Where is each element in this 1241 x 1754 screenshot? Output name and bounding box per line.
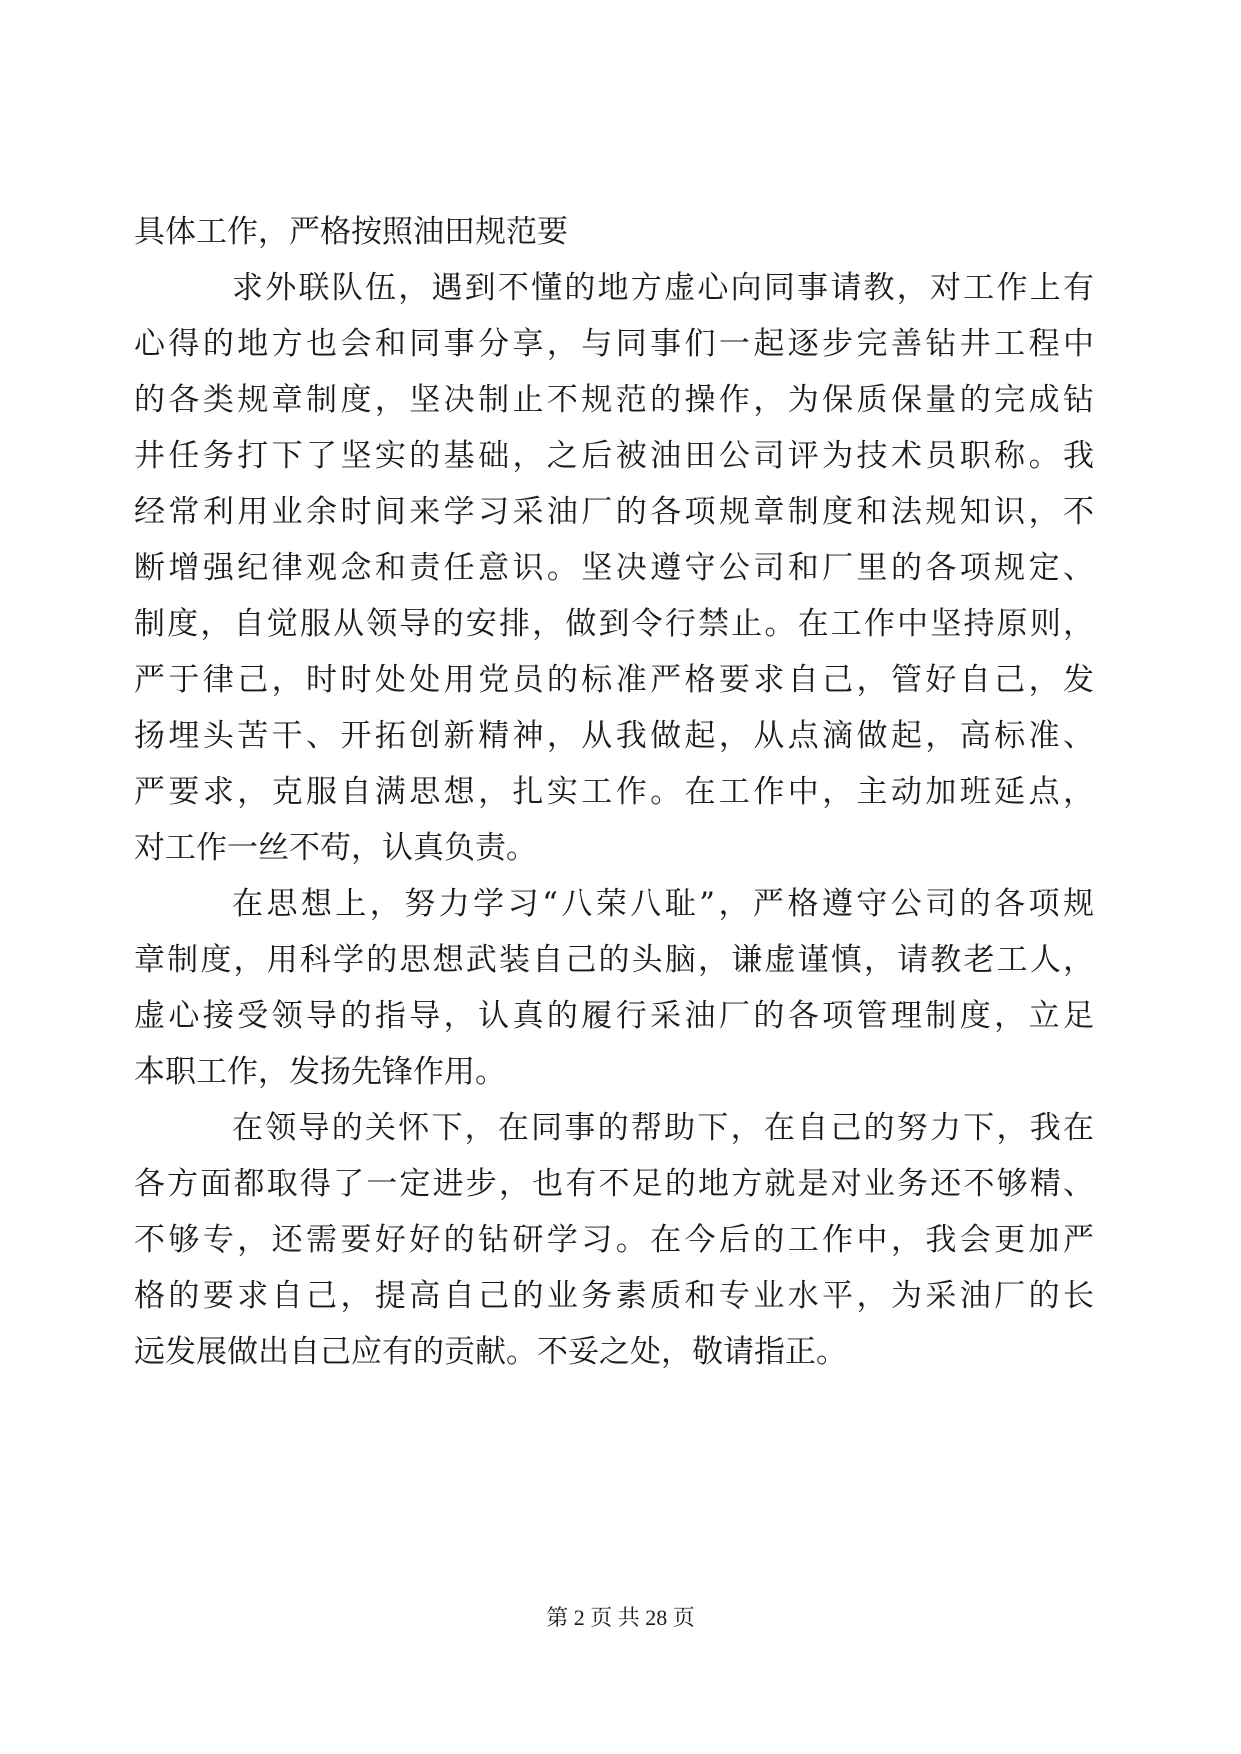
text-line: 各方面都取得了一定进步，也有不足的地方就是对业务还不够精、 [134, 1166, 1094, 1202]
page-number-footer: 第 2 页 共 28 页 [546, 1605, 695, 1630]
text-line: 井任务打下了坚实的基础，之后被油田公司评为技术员职称。我 [134, 438, 1094, 474]
text-line: 具体工作，严格按照油田规范要 [134, 214, 568, 250]
text-line: 本职工作，发扬先锋作用。 [134, 1054, 506, 1090]
text-line: 断增强纪律观念和责任意识。坚决遵守公司和厂里的各项规定、 [134, 550, 1094, 586]
text-line: 对工作一丝不苟，认真负责。 [134, 830, 537, 866]
text-line: 不够专，还需要好好的钻研学习。在今后的工作中，我会更加严 [134, 1222, 1094, 1258]
text-line: 在领导的关怀下，在同事的帮助下，在自己的努力下，我在 [232, 1110, 1094, 1146]
text-line: 章制度，用科学的思想武装自己的头脑，谦虚谨慎，请教老工人， [134, 942, 1094, 978]
text-line: 心得的地方也会和同事分享，与同事们一起逐步完善钻井工程中 [134, 326, 1094, 362]
text-line: 格的要求自己，提高自己的业务素质和专业水平，为采油厂的长 [134, 1278, 1094, 1314]
text-line: 严于律己，时时处处用党员的标准严格要求自己，管好自己，发 [134, 662, 1094, 698]
text-line: 严要求，克服自满思想，扎实工作。在工作中，主动加班延点， [134, 774, 1094, 810]
text-line: 远发展做出自己应有的贡献。不妥之处，敬请指正。 [134, 1334, 847, 1370]
text-line: 经常利用业余时间来学习采油厂的各项规章制度和法规知识，不 [134, 494, 1094, 530]
text-line: 制度，自觉服从领导的安排，做到令行禁止。在工作中坚持原则， [134, 606, 1094, 642]
text-line: 在思想上，努力学习“八荣八耻”，严格遵守公司的各项规 [232, 886, 1094, 922]
text-line: 虚心接受领导的指导，认真的履行采油厂的各项管理制度，立足 [134, 998, 1094, 1034]
text-line: 求外联队伍，遇到不懂的地方虚心向同事请教，对工作上有 [232, 270, 1094, 306]
text-line: 扬埋头苦干、开拓创新精神，从我做起，从点滴做起，高标准、 [134, 718, 1094, 754]
text-line: 的各类规章制度，坚决制止不规范的操作，为保质保量的完成钻 [134, 382, 1094, 418]
